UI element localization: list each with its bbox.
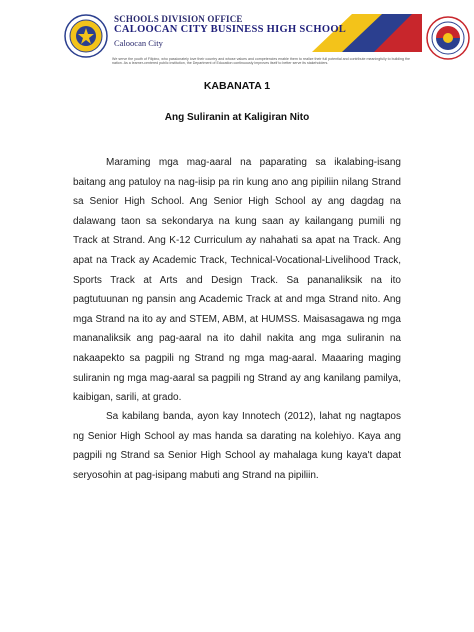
chapter-title: KABANATA 1: [203, 80, 271, 92]
body-paragraph: Maraming mga mag-aaral na paparating sa ikalabing-isang baitang ang patuloy na nag-iisip pa rin kung ano ang pipiliin nilang Strand sa Senior High School. Ang Senior High School ay ang dagdag na dalawang taon sa sekondarya na kung saan ay kailangang pumili ng Track at Strand. Ang K-12 Curriculum ay nahahati sa apat na Track. Ang apat na Track ay Academic Track, Technical-Vocational-Livelihood Track, Sports Track at Arts and Design Track. Sa pananaliksik na ito pagtutuunan ng pansin ang Academic Track at and mga Strand nito. Ang mga Strand na ito ay and STEM, ABM, at HUMSS. Maisasagawa ng mga mananaliksik ang pag-aaral na ito dahil nakita ang mga suliranin na nakaapekto sa pagpili ng Strand ng mga mag-aaral. Maaaring maging suliranin ng mga mag-aaral sa pagpili ng Strand ay ang kanilang pamilya, kaibigan, sarili, at grado.: [73, 157, 401, 404]
division-office-label: SCHOOLS DIVISION OFFICE: [114, 14, 243, 24]
school-seal-icon: [64, 14, 108, 58]
chapter-subtitle: Ang Suliranin at Kaligiran Nito: [164, 112, 310, 123]
school-name: CALOOCAN CITY BUSINESS HIGH SCHOOL: [114, 24, 347, 35]
letterhead: [64, 12, 414, 64]
letterhead-banner: [110, 14, 422, 52]
deped-seal-icon: [426, 16, 470, 60]
school-city: Caloocan City: [114, 38, 163, 48]
letterhead-mission-text: We serve the youth of Filipino, who passionately love their country and whose values and competencies enable them to realize their full potential and contribute meaningfully to building the nation. As a learner-centered public institution, the Department of Education continuously improves itself to better serve its stakeholders.: [112, 57, 410, 66]
body-paragraph: Sa kabilang banda, ayon kay Innotech (2012), lahat ng nagtapos ng Senior High School ay mas handa sa darating na kolehiyo. Kaya ang pagpili ng Strand sa Senior High School ay mahalaga kung kaya't dapat seryosohin at pag-isipang mabuti ang Strand na pipiliin.: [73, 411, 401, 481]
